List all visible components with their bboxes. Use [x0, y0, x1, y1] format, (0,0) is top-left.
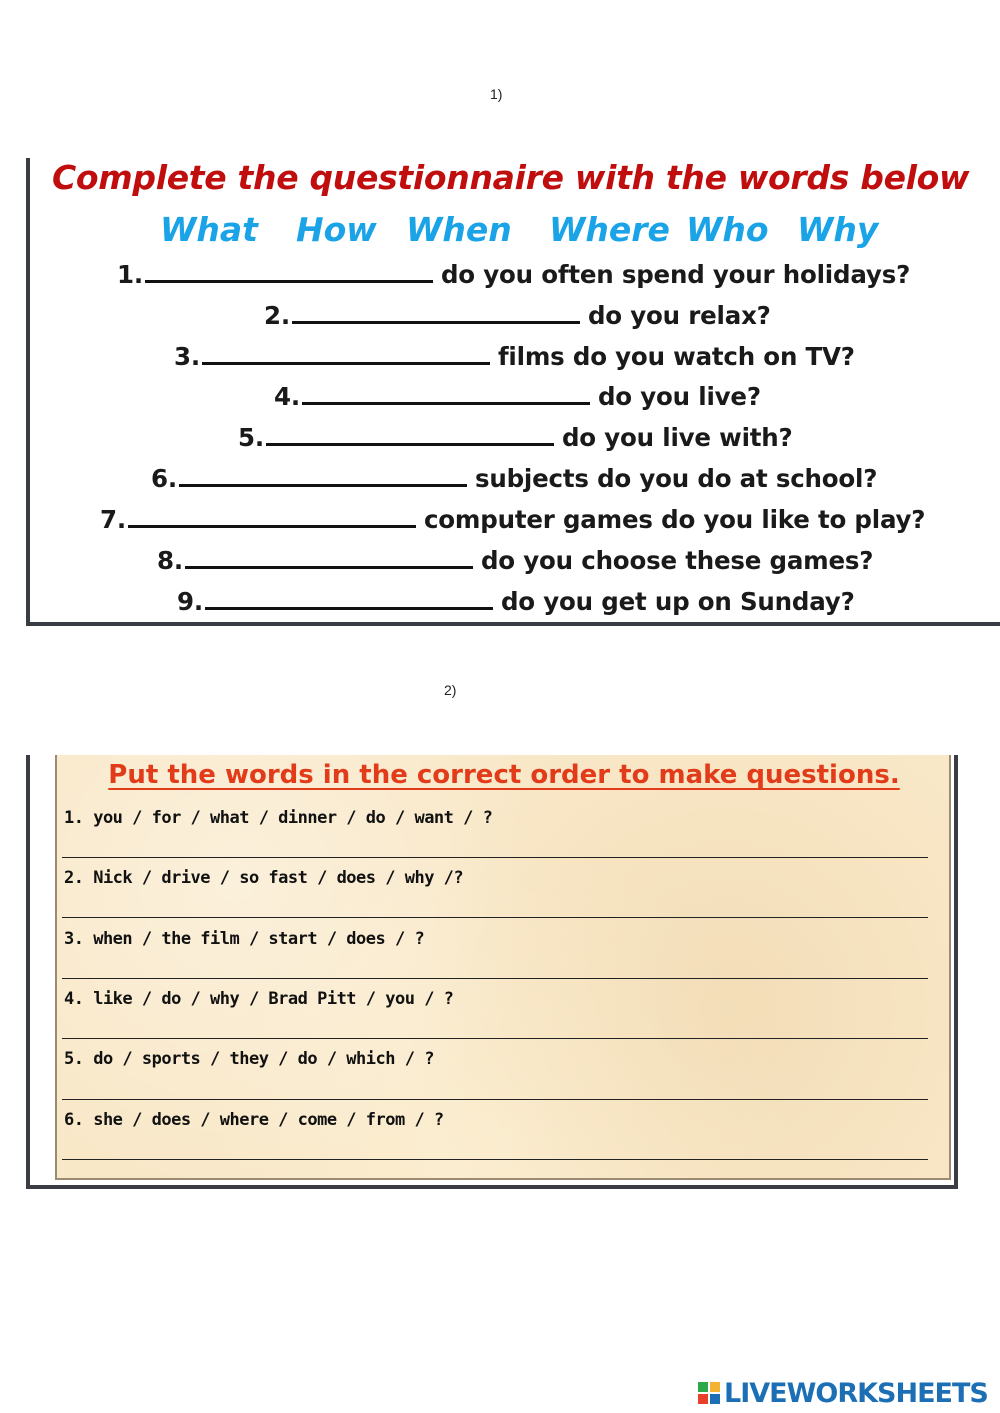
question-number: 8.	[157, 546, 183, 575]
word-bank-why: Why	[797, 210, 879, 249]
answer-line-2[interactable]	[62, 917, 928, 918]
answer-line-4[interactable]	[62, 1038, 928, 1039]
word-bank-when: When	[406, 210, 512, 249]
answer-blank-8[interactable]	[185, 544, 473, 569]
question-number: 7.	[100, 505, 126, 534]
question-9	[177, 585, 855, 616]
answer-blank-9[interactable]	[205, 585, 493, 610]
scrambled-question-4: 4. like / do / why / Brad Pitt / you / ?	[64, 989, 454, 1009]
logo-text: LIVEWORKSHEETS	[724, 1378, 988, 1409]
answer-line-1[interactable]	[62, 857, 928, 858]
question-6	[151, 462, 877, 493]
word-bank-who: Who	[686, 210, 769, 249]
word-bank-how: How	[296, 210, 377, 249]
question-number: 3.	[174, 342, 200, 371]
answer-blank-1[interactable]	[145, 258, 433, 283]
question-number: 9.	[177, 587, 203, 616]
question-number: 6.	[151, 464, 177, 493]
question-text: do you live?	[597, 382, 761, 411]
scrambled-question-3: 3. when / the film / start / does / ?	[64, 929, 425, 949]
question-number: 5.	[238, 423, 264, 452]
question-text: do you get up on Sunday?	[500, 587, 855, 616]
question-1	[117, 258, 910, 289]
question-number: 4.	[274, 382, 300, 411]
answer-line-6[interactable]	[62, 1159, 928, 1160]
question-3	[174, 340, 855, 371]
question-text: do you choose these games?	[480, 546, 874, 575]
question-5	[238, 421, 793, 452]
exercise-1-title: Complete the questionnaire with the words below	[52, 158, 970, 197]
answer-blank-2[interactable]	[292, 299, 580, 324]
answer-blank-3[interactable]	[202, 340, 490, 365]
answer-blank-5[interactable]	[266, 421, 554, 446]
question-text: do you often spend your holidays?	[440, 260, 911, 289]
scrambled-question-5: 5. do / sports / they / do / which / ?	[64, 1049, 434, 1069]
question-text: films do you watch on TV?	[497, 342, 855, 371]
question-text: subjects do you do at school?	[474, 464, 878, 493]
question-8	[157, 544, 873, 575]
exercise-2-title: Put the words in the correct order to make questions.	[108, 760, 900, 790]
word-bank-what: What	[160, 210, 258, 249]
question-text: do you live with?	[561, 423, 793, 452]
answer-blank-6[interactable]	[179, 462, 467, 487]
question-text: computer games do you like to play?	[423, 505, 926, 534]
section-number-2: 2)	[444, 682, 457, 698]
answer-line-3[interactable]	[62, 978, 928, 979]
word-bank-where: Where	[549, 210, 670, 249]
question-2	[264, 299, 771, 330]
answer-line-5[interactable]	[62, 1099, 928, 1100]
question-7	[100, 503, 925, 534]
question-text: do you relax?	[587, 301, 771, 330]
question-4	[274, 380, 761, 411]
answer-blank-4[interactable]	[302, 380, 590, 405]
answer-blank-7[interactable]	[128, 503, 416, 528]
question-number: 1.	[117, 260, 143, 289]
scrambled-question-1: 1. you / for / what / dinner / do / want / ?	[64, 808, 493, 828]
question-number: 2.	[264, 301, 290, 330]
logo-mark-icon	[698, 1382, 720, 1404]
section-number-1: 1)	[490, 86, 503, 102]
scrambled-question-6: 6. she / does / where / come / from / ?	[64, 1110, 444, 1130]
scrambled-question-2: 2. Nick / drive / so fast / does / why /?	[64, 868, 464, 888]
